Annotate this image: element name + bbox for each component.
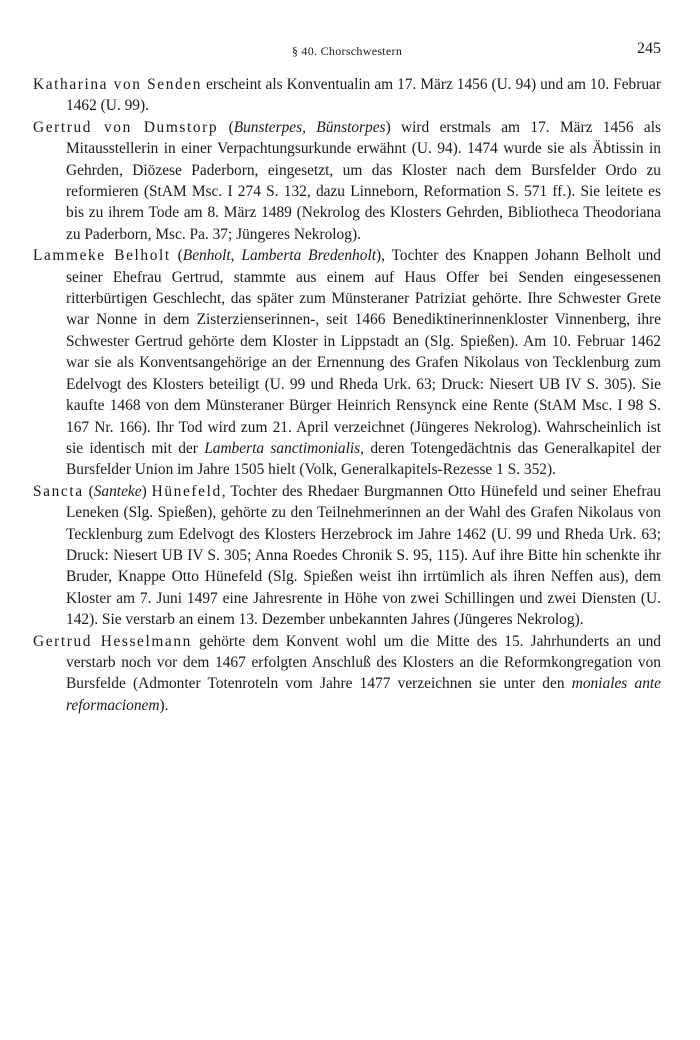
entry-text: ( — [170, 247, 183, 265]
running-head: § 40. Chorschwestern — [291, 44, 403, 58]
page-header — [33, 40, 661, 60]
entry-lammeke-belholt — [33, 245, 661, 480]
entry-surname: Hünefeld — [151, 482, 222, 500]
italic-term: Lamberta sanctimonialis — [204, 439, 361, 457]
entry-text: ) — [141, 482, 152, 500]
name-variants: Santeke — [93, 482, 142, 500]
entry-text: gehörte dem Konvent wohl um die Mitte des 15. Jahrhunderts an und verstarb noch vor dem 1467 erfolgten Anschluß des Klosters an die Reformkongregation von Bursfelde (Admonter Totenroteln vom Jahre 1477 verzeichnen sie unter den — [66, 632, 661, 693]
entry-name: Katharina von Senden — [33, 76, 203, 93]
entry-katharina-von-senden — [33, 74, 661, 117]
entry-text: ( — [83, 482, 94, 500]
entry-list — [33, 74, 661, 716]
entry-name: Sancta — [33, 482, 84, 500]
entry-text: , Tochter des Rhedaer Burgmannen Otto Hünefeld und seiner Ehefrau Leneken (Slg. Spießen), gehörte zu den Teilnehmerinnen an der Wahl des Grafen Nikolaus von Tecklenburg zum Edelvogt des Klosters Herzebrock im Jahre 1462 (U. 99 und Rheda Urk. 63; Druck: Niesert UB IV S. 305; Anna Roedes Chronik S. 95, 115). Auf ihre Bitte hin schenkte ihr Bruder, Knappe Otto Hünefeld (Slg. Spießen weist ihn irrtümlich als ihren Neffen aus), dem Kloster am 7. Juni 1497 eine Jahresrente in Höhe von zwei Schillingen und zwei Diensten (U. 142). Sie verstarb an einem 13. Dezember unbekannten Jahres (Jüngeres Nekrolog). — [66, 482, 661, 629]
entry-text: erscheint als Konventualin am 17. März 1456 (U. 94) und am 10. Februar 1462 (U. 99). — [66, 76, 661, 115]
entry-gertrud-von-dumstorp — [33, 117, 661, 245]
entry-text: , deren Totengedächtnis das Generalkapitel der Bursfelder Union im Jahre 1505 hielt (Volk, Generalkapitels-Rezesse 1 S. 352). — [66, 439, 661, 479]
page-number: 245 — [637, 40, 661, 57]
entry-text: ( — [218, 118, 234, 136]
entry-gertrud-hesselmann — [33, 631, 661, 717]
name-variants: Bunsterpes, Bünstorpes — [233, 118, 386, 136]
entry-name: Lammeke Belholt — [33, 247, 171, 265]
entry-sancta-huenefeld — [33, 481, 661, 631]
entry-name: Gertrud von Dumstorp — [33, 118, 219, 136]
entry-name: Gertrud Hesselmann — [33, 632, 192, 650]
entry-text: ) wird erstmals am 17. März 1456 als Mitausstellerin in einer Verpachtungsurkunde erwähnt (U. 94). 1474 wurde sie als Äbtissin in Gehrden, Diözese Paderborn, eingesetzt, um das Kloster nach dem Bursfelder Ordo zu reformieren (StAM Msc. I 274 S. 132, dazu Linneborn, Reformation S. 571 ff.). Sie leitete es bis zu ihrem Tode am 8. März 1489 (Nekrolog des Klosters Gehrden, Bibliotheca Theodoriana zu Paderborn, Msc. Pa. 37; Jüngeres Nekrolog). — [66, 118, 662, 243]
italic-term: moniales ante reformacionem — [66, 675, 661, 714]
entry-text: ), Tochter des Knappen Johann Belholt und seiner Ehefrau Gertrud, stammte aus einem auf Haus Offer bei Senden eingesessenen ritterbürtigen Geschlecht, das später zum Münsteraner Patriziat gehörte. Ihre Schwester Grete war Nonne in dem Zisterzienserinnen-, seit 1466 Benediktinerinnenkloster Vinnenberg, ihre Schwester Gertrud gehörte dem Kloster in Lippstadt an (Slg. Spießen). Am 10. Februar 1462 war sie als Konventsangehörige an der Ernennung des Grafen Nikolaus von Tecklenburg zum Edelvogt des Klosters beteiligt (U. 99 und Rheda Urk. 63; Druck: Niesert UB IV S. 305). Sie kaufte 1468 von dem Münsteraner Bürger Heinrich Rensynck eine Rente (StAM Msc. I 98 S. 167 Nr. 166). Ihr Tod wird zum 21. April verzeichnet (Jüngeres Nekrolog). Wahrscheinlich ist sie identisch mit der — [66, 247, 661, 457]
entry-text: ). — [159, 696, 169, 714]
name-variants: Benholt, Lamberta Bredenholt — [182, 247, 376, 265]
